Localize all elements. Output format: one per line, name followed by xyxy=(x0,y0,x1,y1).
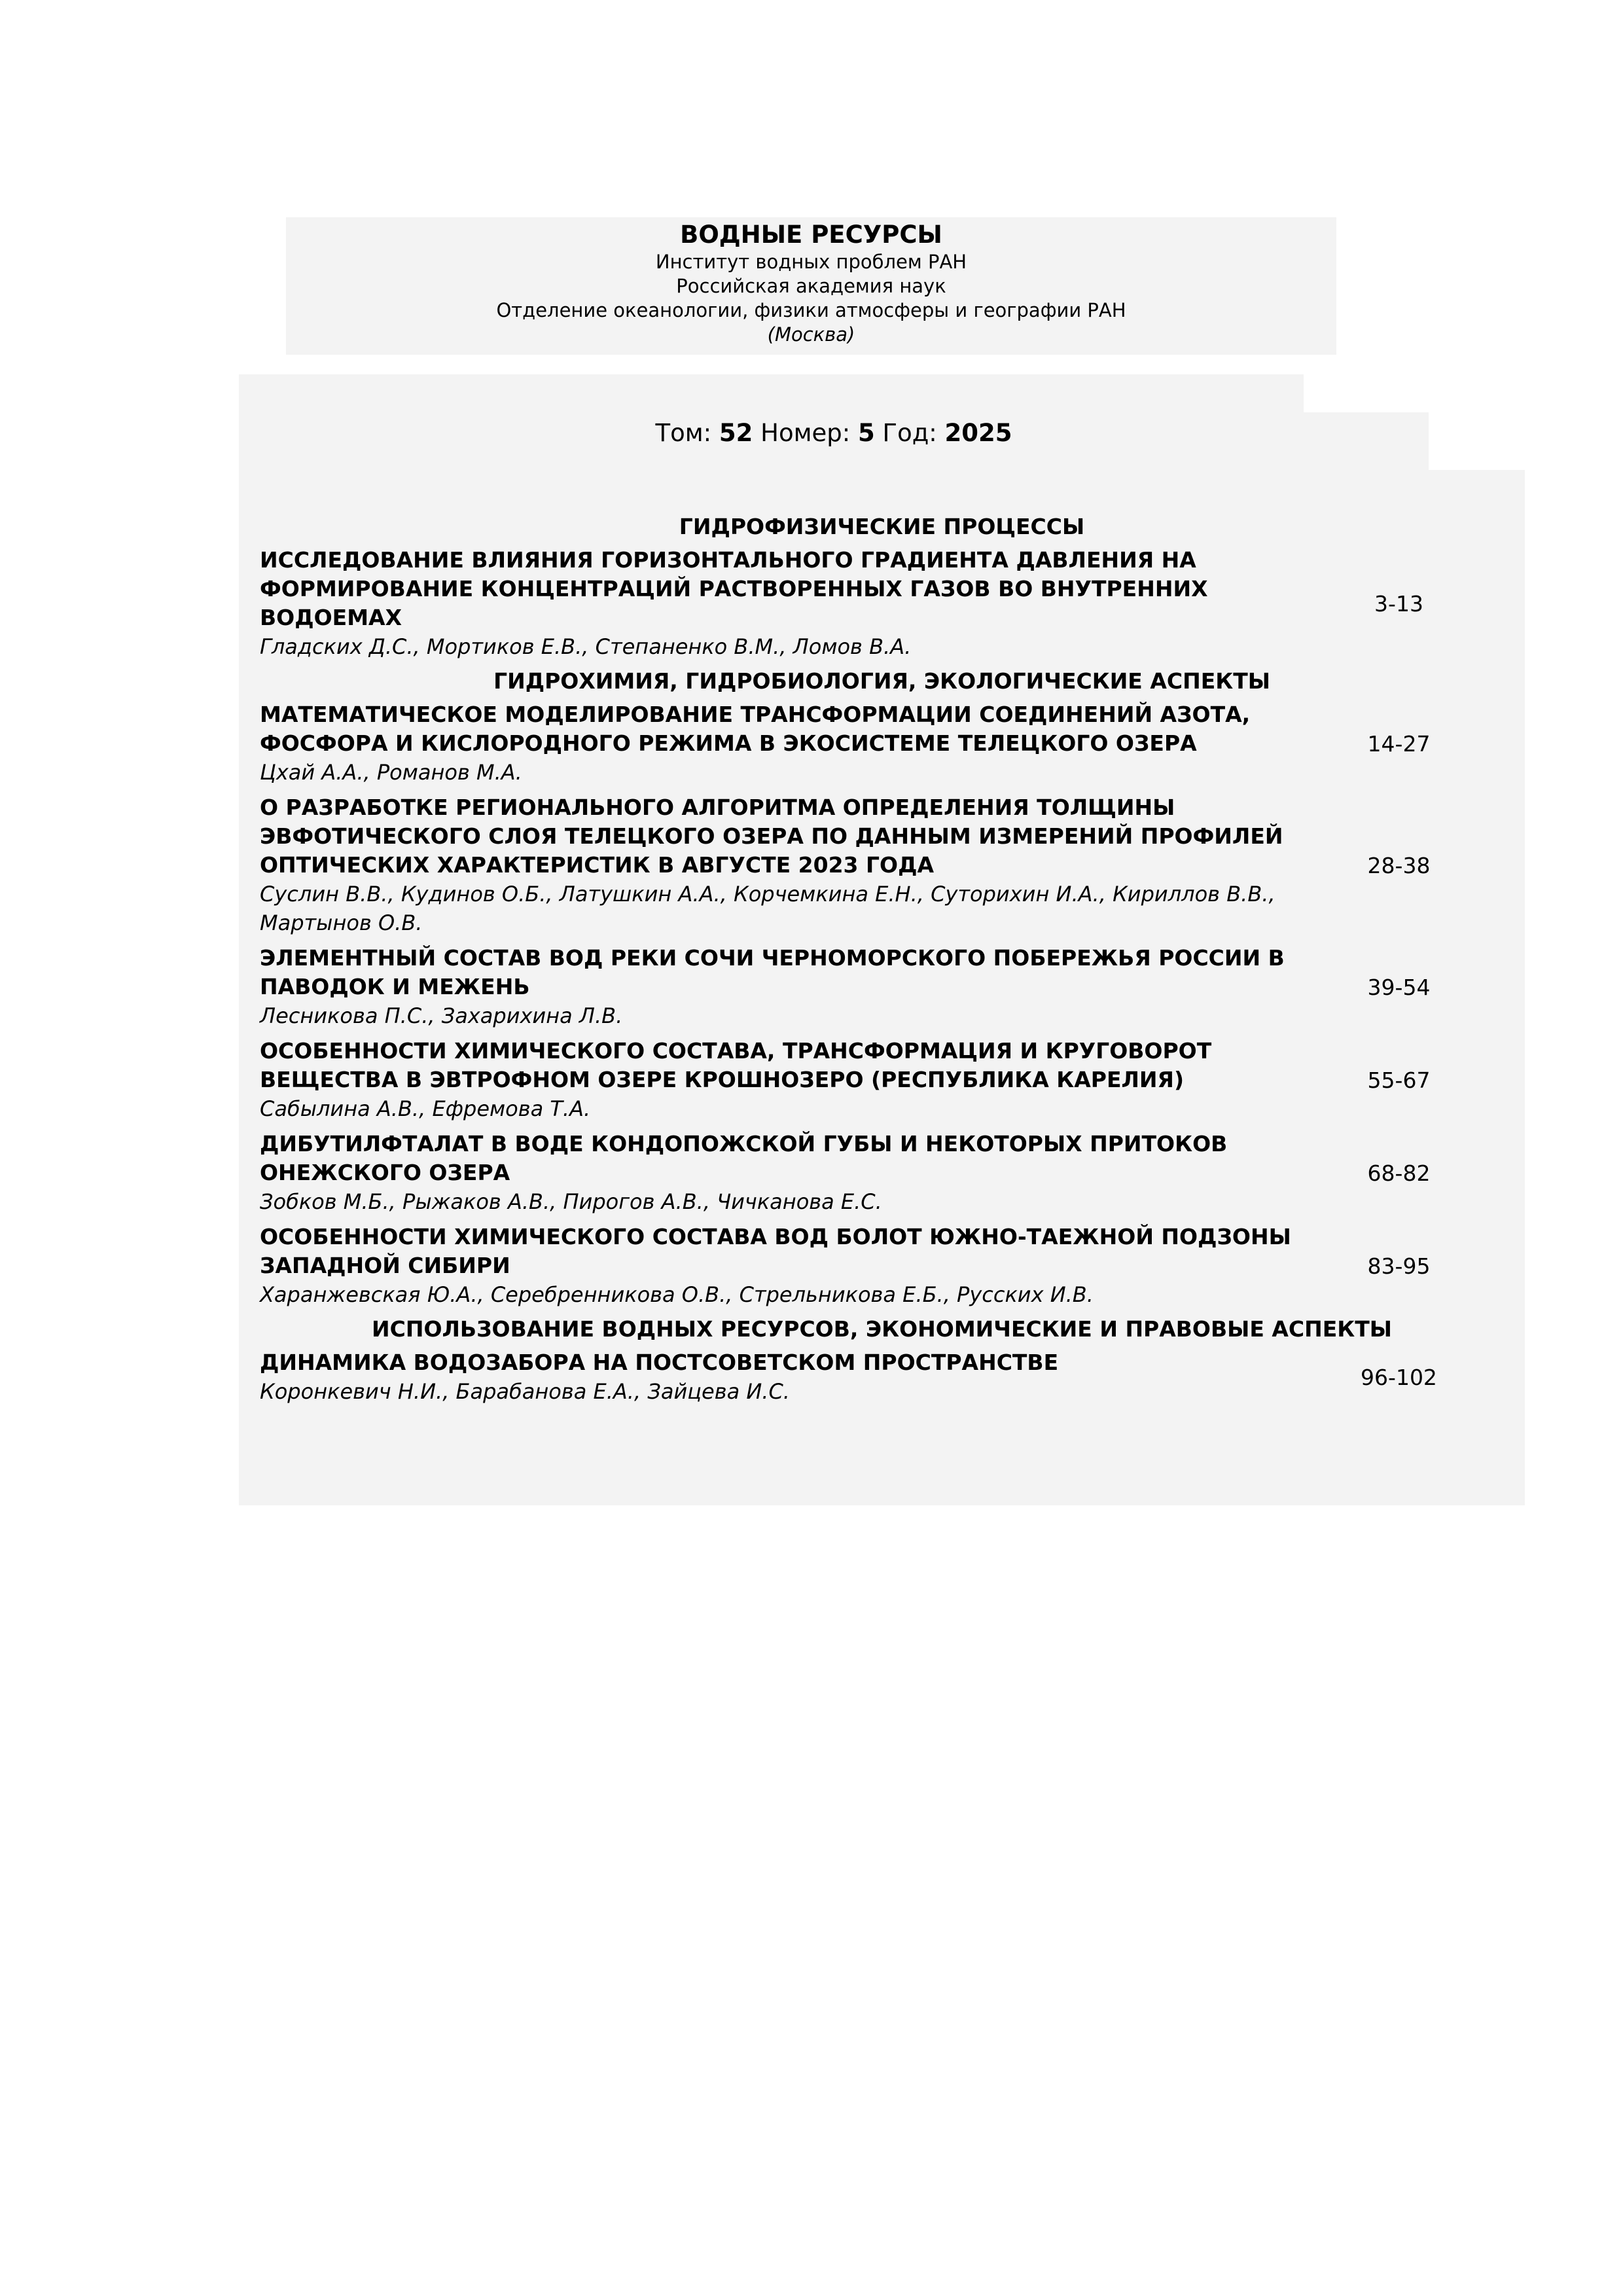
article-entry xyxy=(239,700,1525,787)
article-info xyxy=(239,700,1325,787)
article-title-line: ВЕЩЕСТВА В ЭВТРОФНОМ ОЗЕРЕ КРОШНОЗЕРО (РЕСПУБЛИКА КАРЕЛИЯ) xyxy=(260,1067,1185,1092)
article-authors-line: Суслин В.В., Кудинов О.Б., Латушкин А.А., Корчемкина Е.Н., Суторихин И.А., Кириллов В.В., xyxy=(260,882,1275,906)
article-title-line: ОНЕЖСКОГО ОЗЕРА xyxy=(260,1160,510,1185)
article-title-line: ОСОБЕННОСТИ ХИМИЧЕСКОГО СОСТАВА ВОД БОЛОТ ЮЖНО-ТАЕЖНОЙ ПОДЗОНЫ xyxy=(260,1224,1291,1249)
article-entry xyxy=(239,1037,1525,1123)
article-pages: 68-82 xyxy=(1367,1160,1431,1186)
issue-background-top xyxy=(239,374,1304,415)
article-authors-line: Сабылина А.В., Ефремова Т.А. xyxy=(260,1096,591,1121)
article-pages: 83-95 xyxy=(1367,1253,1431,1279)
toc-list xyxy=(239,513,1525,1412)
article-authors-line: Гладских Д.С., Мортиков Е.В., Степаненко В.М., Ломов В.А. xyxy=(260,634,912,659)
number-value: 5 xyxy=(858,419,875,447)
issue-info xyxy=(239,414,1429,453)
article-pages: 55-67 xyxy=(1367,1067,1431,1093)
journal-institute: Институт водных проблем РАН xyxy=(655,251,967,273)
article-info xyxy=(239,793,1325,937)
article-title-line: ДИНАМИКА ВОДОЗАБОРА НА ПОСТСОВЕТСКОМ ПРОСТРАНСТВЕ xyxy=(260,1350,1059,1375)
article-title-line: ПАВОДОК И МЕЖЕНЬ xyxy=(260,974,530,999)
article-title-line: ОСОБЕННОСТИ ХИМИЧЕСКОГО СОСТАВА, ТРАНСФОРМАЦИЯ И КРУГОВОРОТ xyxy=(260,1038,1212,1064)
article-entry xyxy=(239,1223,1525,1309)
article-title-line: ЭВФОТИЧЕСКОГО СЛОЯ ТЕЛЕЦКОГО ОЗЕРА ПО ДАННЫМ ИЗМЕРЕНИЙ ПРОФИЛЕЙ xyxy=(260,823,1283,849)
section-heading: ГИДРОХИМИЯ, ГИДРОБИОЛОГИЯ, ЭКОЛОГИЧЕСКИЕ АСПЕКТЫ xyxy=(493,668,1270,694)
section-heading: ГИДРОФИЗИЧЕСКИЕ ПРОЦЕССЫ xyxy=(679,514,1085,539)
article-title-line: ИССЛЕДОВАНИЕ ВЛИЯНИЯ ГОРИЗОНТАЛЬНОГО ГРАДИЕНТА ДАВЛЕНИЯ НА xyxy=(260,547,1196,573)
volume-value: 52 xyxy=(719,419,753,447)
article-entry xyxy=(239,1348,1525,1406)
journal-header xyxy=(286,217,1336,355)
article-pages: 39-54 xyxy=(1367,974,1431,1000)
article-title-line: ВОДОЕМАХ xyxy=(260,605,402,630)
article-pages: 96-102 xyxy=(1361,1364,1437,1390)
article-title-line: ДИБУТИЛФТАЛАТ В ВОДЕ КОНДОПОЖСКОЙ ГУБЫ И НЕКОТОРЫХ ПРИТОКОВ xyxy=(260,1131,1228,1157)
article-title-line: ОПТИЧЕСКИХ ХАРАКТЕРИСТИК В АВГУСТЕ 2023 ГОДА xyxy=(260,852,935,878)
section-heading: ИСПОЛЬЗОВАНИЕ ВОДНЫХ РЕСУРСОВ, ЭКОНОМИЧЕСКИЕ И ПРАВОВЫЕ АСПЕКТЫ xyxy=(372,1316,1392,1342)
article-authors-line: Коронкевич Н.И., Барабанова Е.А., Зайцева И.С. xyxy=(260,1379,790,1404)
article-entry xyxy=(239,1130,1525,1216)
article-info xyxy=(239,546,1325,661)
article-title-line: МАТЕМАТИЧЕСКОЕ МОДЕЛИРОВАНИЕ ТРАНСФОРМАЦИИ СОЕДИНЕНИЙ АЗОТА, xyxy=(260,702,1251,727)
article-title-line: ФОСФОРА И КИСЛОРОДНОГО РЕЖИМА В ЭКОСИСТЕМЕ ТЕЛЕЦКОГО ОЗЕРА xyxy=(260,730,1197,756)
article-entry xyxy=(239,793,1525,937)
article-title-line: О РАЗРАБОТКЕ РЕГИОНАЛЬНОГО АЛГОРИТМА ОПРЕДЕЛЕНИЯ ТОЛЩИНЫ xyxy=(260,795,1175,820)
article-pages: 28-38 xyxy=(1367,852,1431,878)
article-entry xyxy=(239,546,1525,661)
year-value: 2025 xyxy=(944,419,1012,447)
journal-title: ВОДНЫЕ РЕСУРСЫ xyxy=(680,221,942,249)
article-info xyxy=(239,1223,1325,1309)
article-title-line: ЗАПАДНОЙ СИБИРИ xyxy=(260,1253,510,1278)
table-of-contents xyxy=(239,470,1525,1505)
journal-department: Отделение океанологии, физики атмосферы и географии РАН xyxy=(496,299,1126,321)
article-entry xyxy=(239,944,1525,1030)
article-pages: 14-27 xyxy=(1367,730,1431,757)
journal-academy: Российская академия наук xyxy=(676,275,946,297)
article-authors-line: Зобков М.Б., Рыжаков А.В., Пирогов А.В., Чичканова Е.С. xyxy=(260,1189,882,1214)
article-pages: 3-13 xyxy=(1374,590,1423,617)
volume-label: Том: xyxy=(655,419,712,447)
article-info xyxy=(239,1037,1325,1123)
article-authors-line: Мартынов О.В. xyxy=(260,910,423,935)
article-authors-line: Лесникова П.С., Захарихина Л.В. xyxy=(260,1003,623,1028)
article-title-line: ЭЛЕМЕНТНЫЙ СОСТАВ ВОД РЕКИ СОЧИ ЧЕРНОМОРСКОГО ПОБЕРЕЖЬЯ РОССИИ В xyxy=(260,945,1285,971)
article-info xyxy=(239,1130,1325,1216)
number-label: Номер: xyxy=(760,419,851,447)
journal-city: (Москва) xyxy=(767,323,855,346)
article-authors-line: Харанжевская Ю.А., Серебренникова О.В., Стрельникова Е.Б., Русских И.В. xyxy=(260,1282,1094,1307)
article-info xyxy=(239,1348,1325,1406)
article-authors-line: Цхай А.А., Романов М.А. xyxy=(260,760,522,785)
year-label: Год: xyxy=(882,419,937,447)
article-info xyxy=(239,944,1325,1030)
article-title-line: ФОРМИРОВАНИЕ КОНЦЕНТРАЦИЙ РАСТВОРЕННЫХ ГАЗОВ ВО ВНУТРЕННИХ xyxy=(260,576,1208,601)
